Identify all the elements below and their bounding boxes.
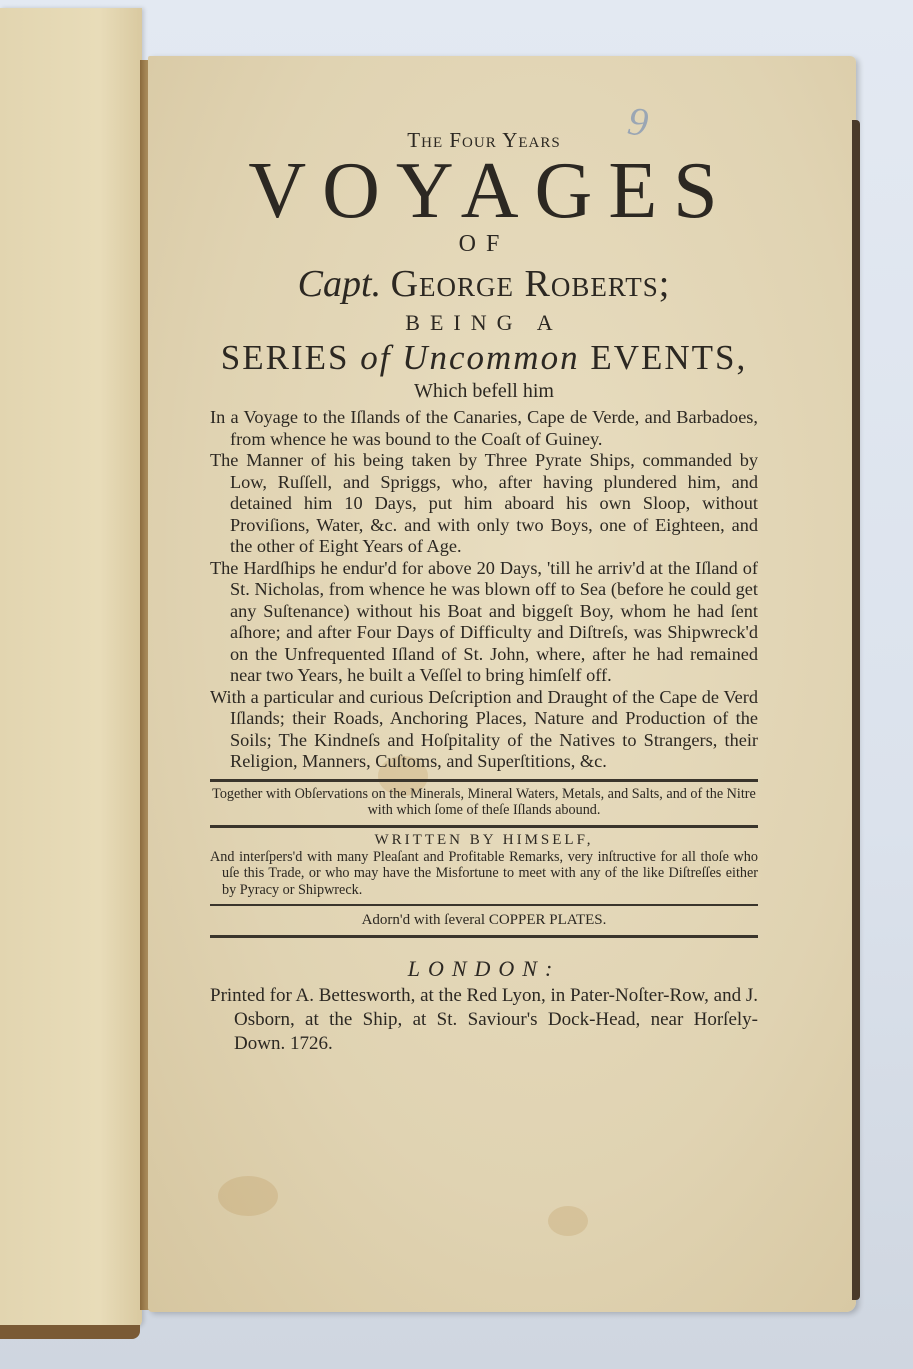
uncommon-word: Uncommon [402,338,580,377]
imprint-publishers: Printed for A. Bettesworth, at the Red Lyon, in Pater-Noſter-Row, and J. Osborn, at the Ship, at St. Saviour's Dock-Head, near Horſely-Down. [210,985,758,1054]
paragraph-description: With a particular and curious Deſcription and Draught of the Cape de Verd Iſlands; their Roads, Anchoring Places, Nature and Production of the Soils; The Kindneſs and Hoſpitality of the Natives to Strangers, their Religion, Manners, Cuſtoms, and Superſtitions, &c. [210,686,758,771]
written-by-himself: WRITTEN BY HIMSELF, [374,831,594,848]
imprint-city: LONDON: [407,956,561,981]
pencil-mark: 9 [624,97,652,146]
of-word: of [360,338,392,377]
main-title: VOYAGES [248,147,734,235]
author-name: George Roberts; [390,263,671,305]
of-line: OF [458,231,510,257]
series-word: SERIES [220,338,350,377]
capt-prefix: Capt. [297,263,382,305]
together-paragraph: Together with Obſervations on the Minerals, Mineral Waters, Metals, and Salts, and of the Nitre with which ſome of theſe Iſlands abound. [212,785,756,818]
series-line [210,338,758,378]
paragraph-pyrates: The Manner of his being taken by Three Pyrate Ships, commanded by Low, Ruſſell, and Spriggs, who, after having plundered him, and detained him 10 Days, put him aboard his own Sloop, without Proviſions, Water, &c. and with only two Boys, one of Eighteen, and the other of Eight Years of Age. [210,450,758,556]
events-word: EVENTS, [590,338,748,377]
imprint-year: 1726. [289,1033,333,1054]
paragraph-voyage: In a Voyage to the Iſlands of the Canaries, Cape de Verde, and Barbadoes, from whence he was bound to the Coaſt of Guiney. [210,407,758,449]
back-board [852,120,860,1300]
foxing-stain [218,1176,278,1216]
paragraph-hardships: The Hardſhips he endur'd for above 20 Days, 'till he arriv'd at the Iſland of St. Nicholas, from whence he was blown off to Sea (before he could get any Suſtenance) without his Boat and biggeſt Boy, whom he had ſent aſhore; and after Four Days of Difficulty and Diſtreſs, was Shipwreck'd on the Unfrequented Iſland of St. John, where, after he had remained near two Years, he built a Veſſel to bring himſelf off. [210,557,758,685]
imprint-text [210,984,758,1056]
copper-plates-line: Adorn'd with ſeveral COPPER PLATES. [361,912,607,928]
which-befell-line: Which befell him [414,380,554,402]
left-endpaper [0,8,142,1328]
rule-divider [210,779,758,782]
author-line [210,262,758,306]
rule-divider [210,825,758,828]
pre-title: The Four Years [407,128,561,152]
interspersed-paragraph: And interſpers'd with many Pleaſant and Profitable Remarks, very inſtructive for all thoſe who uſe this Trade, or who may have the Misfortune to meet with any of the like Diſtreſſes either by Pyracy or Shipwreck. [210,848,758,898]
foxing-stain [548,1206,588,1236]
being-line: BEING A [405,310,563,335]
title-page-text [210,120,758,1056]
left-board-edge [0,1325,140,1339]
rule-divider [210,904,758,906]
rule-divider [210,935,758,938]
